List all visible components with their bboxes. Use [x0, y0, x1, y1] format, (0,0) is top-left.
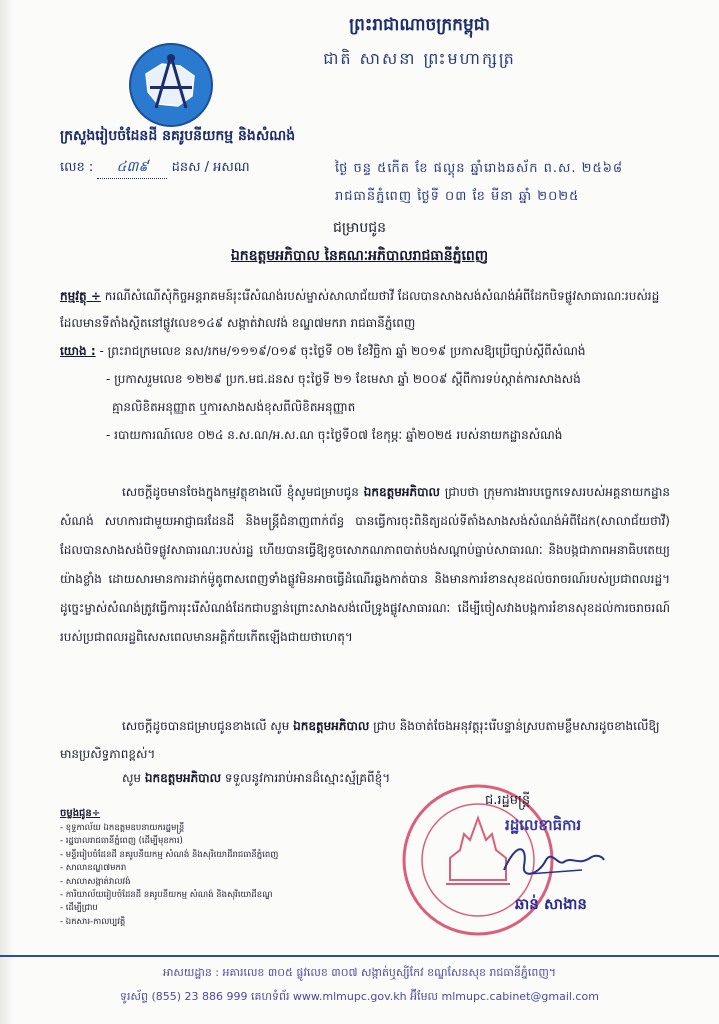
recipient: ឯកឧត្តមអភិបាល នៃគណៈអភិបាលរាជធានីភ្នំពេញ	[230, 248, 489, 264]
signature-heading: ជ.រដ្ឋមន្ត្រី	[485, 793, 531, 808]
body-text: ជ្រាបថា ក្រុមការងារបច្ចេកទេសរបស់អគ្គនាយកដ្ឋានសំណង់ សហការជាមួយអាជ្ញាធរដែនដី និងមន្ត្រីជំនាញពាក់ព័ន្ធ បានធ្វើការចុះពិនិត្យដល់ទីតាំងសាងសង់សំណង់អំពីដែក(សាលាជ័យថាវី) ដែលបានសាងសង់បិទផ្លូវសាធារណៈរបស់រដ្ឋ ហើយបានធ្វើឱ្យខូចសោភណភាពបាត់បង់សណ្តាប់ធ្នាប់សាធារណៈ និងបង្កជាភាពអនាធិបតេយ្យយ៉ាងខ្លាំង ដោយសារមានការដាក់ម៉ូតូពាសពេញទាំងផ្លូវមិនអាចធ្វើដំណើរឆ្លងកាត់បាន និងមានការរំខានសុខដល់ចរាចរណ៍របស់ប្រជាពលរដ្ឋ។ ដូច្នេះម្ចាស់សំណង់ត្រូវធ្វើការរុះរើសំណង់ដែកជាបន្ទាន់ព្រោះសាងសង់លើទ្រូងផ្លូវសាធារណៈ ដើម្បីចៀសវាងបង្កការរំខានសុខដល់ការចរាចរណ៍របស់ប្រជាពលរដ្ឋពិសេសពេលមានអគ្គិភ័យកើតឡើងជាយថាហេតុ។	[60, 485, 671, 644]
body-text: សូម	[122, 771, 145, 785]
ministry-logo-icon	[128, 42, 214, 128]
references-block	[60, 337, 670, 449]
cc-item: - សាលាសង្កាត់វាលវង់	[60, 876, 131, 887]
body-text: សេចក្តីដូចមានចែងក្នុងកម្មវត្ថុខាងលើ ខ្ញុំសូមជម្រាបជូន	[122, 485, 364, 499]
reference-number	[60, 157, 250, 179]
footer-divider	[0, 955, 719, 957]
cc-title: ចម្លងជូន÷	[60, 808, 101, 819]
footer-contact: ទូរស័ព្ទ (855) 23 886 999 គេហទំព័រ www.mlmupc.gov.kh អ៊ីមែល mlmupc.cabinet@gmail.com	[120, 990, 599, 1003]
national-motto: ជាតិ សាសនា ព្រះមហាក្សត្រ	[323, 49, 516, 68]
kingdom-title: ព្រះរាជាណាចក្រកម្ពុជា	[349, 15, 490, 35]
body-text: សេចក្តីដូចបានជម្រាបជូនខាងលើ សូម	[122, 719, 294, 733]
handwritten-signature-icon	[498, 836, 608, 886]
body-paragraph-2	[60, 712, 670, 768]
reference-item: គ្មានលិខិតអនុញ្ញាត ឬការសាងសង់ខុសពីលិខិតអនុញ្ញាត	[112, 400, 356, 414]
signatory-role: រដ្ឋលេខាធិការ	[505, 816, 582, 834]
cc-item: - ការិយាល័យរៀបចំដែនដី នគរូបនីយកម្ម សំណង់ និងសុរិយោដីខណ្ឌ	[60, 890, 273, 901]
solar-date: រាជធានីភ្នំពេញ ថ្ងៃទី ០៣ ខែ មីនា ឆ្នាំ ២០២៥	[335, 189, 580, 204]
lunar-date: ថ្ងៃ ចន្ទ ៥កើត ខែ ផល្គុន ឆ្នាំរោងឆស័ក ព.ស. ២៥៦៨	[335, 161, 624, 176]
reference-number-value: ៤៣៩	[116, 159, 149, 175]
body-highlight: ឯកឧត្តមអភិបាល	[363, 485, 440, 499]
body-paragraph-1	[60, 478, 670, 652]
subject-label: កម្មវត្ថុ ÷	[60, 289, 101, 303]
body-text: ទទួលនូវការរាប់អានដ៏ស្មោះស្ម័គ្រពីខ្ញុំ។	[221, 771, 391, 785]
scan-edge-shadow	[0, 0, 14, 1024]
body-highlight: ឯកឧត្តមអភិបាល	[293, 719, 370, 733]
cc-item: - សាលាខណ្ឌ៧មករា	[60, 863, 127, 874]
body-highlight: ឯកឧត្តមអភិបាល	[144, 771, 222, 785]
references-label: យោង :	[60, 344, 96, 358]
subject-block	[60, 283, 670, 337]
reference-item: - ប្រកាសរួមលេខ ១២២៩ ប្រក.មជ.ដនស ចុះថ្ងៃទី ២១ ខែមេសា ឆ្នាំ ២០០៩ ស្តីពីការទប់ស្កាត់ការសាងសង់	[106, 372, 581, 386]
cc-item: - ឯកសារ-កាលប្បវត្តិ	[60, 916, 126, 927]
subject-text: ករណីសំណើសុំកិច្ចអន្តរាគមន៍រុះរើសំណង់របស់ម្ចាស់សាលាជ័យថាវី ដែលបានសាងសង់សំណង់អំពីដែកបិទផ្លូវសាធារណៈរបស់រដ្ឋ ដែលមានទីតាំងស្ថិតនៅផ្លូវលេខ១៤៩ សង្កាត់វាលវង់ ខណ្ឌ៧មករា រាជធានីភ្នំពេញ	[60, 289, 660, 330]
notice-title: ជម្រាបជូន	[332, 220, 387, 236]
footer-address: អាសយដ្ឋាន : អគារលេខ ៣០៥ ផ្លូវលេខ ៣០៧ សង្កាត់ឬស្សីកែវ ខណ្ឌសែនសុខ រាជធានីភ្នំពេញ។	[162, 966, 557, 979]
cc-item: - រដ្ឋបាលរាជធានីភ្នំពេញ (ដើម្បីមុខការ)	[60, 836, 183, 847]
cc-item: - ខុទ្ទកាល័យ ឯកឧត្តមឧបនាយករដ្ឋមន្ត្រី	[60, 823, 185, 833]
reference-item: - ព្រះរាជក្រមលេខ នស/រកម/១១១៩/០១៩ ចុះថ្ងៃទី ០២ ខែវិច្ឆិកា ឆ្នាំ ២០១៩ ប្រកាសឱ្យប្រើច្បាប់ស្តីពីសំណង់	[99, 344, 586, 358]
reference-item: - របាយការណ៍លេខ ០២៤ ន.ស.ណ/អ.ស.ណ ចុះថ្ងៃទី០៧ ខែកុម្ភៈ ឆ្នាំ២០២៥ របស់នាយកដ្ឋានសំណង់	[106, 428, 563, 442]
reference-suffix: ដនស / អសណ	[171, 160, 250, 175]
cc-item: - ដើម្បីជ្រាប	[60, 903, 98, 914]
body-text: ជ្រាប និងចាត់ចែងអនុវត្តរុះរើបន្ទាន់ស្របតាមខ្លឹមសារដូចខាងលើឱ្យមានប្រសិទ្ធភាពខ្ពស់។	[60, 719, 660, 761]
signatory-name: ឆាន់ សាងាន	[515, 895, 587, 913]
cc-item: - មន្ទីររៀបចំដែនដី នគរូបនីយកម្ម សំណង់ និងសុរិយោដីរាជធានីភ្នំពេញ	[60, 849, 279, 860]
ministry-name: ក្រសួងរៀបចំដែនដី នគរូបនីយកម្ម និងសំណង់	[60, 128, 296, 144]
body-paragraph-3	[60, 764, 670, 792]
reference-label: លេខ :	[60, 160, 94, 175]
cc-list	[60, 822, 278, 929]
